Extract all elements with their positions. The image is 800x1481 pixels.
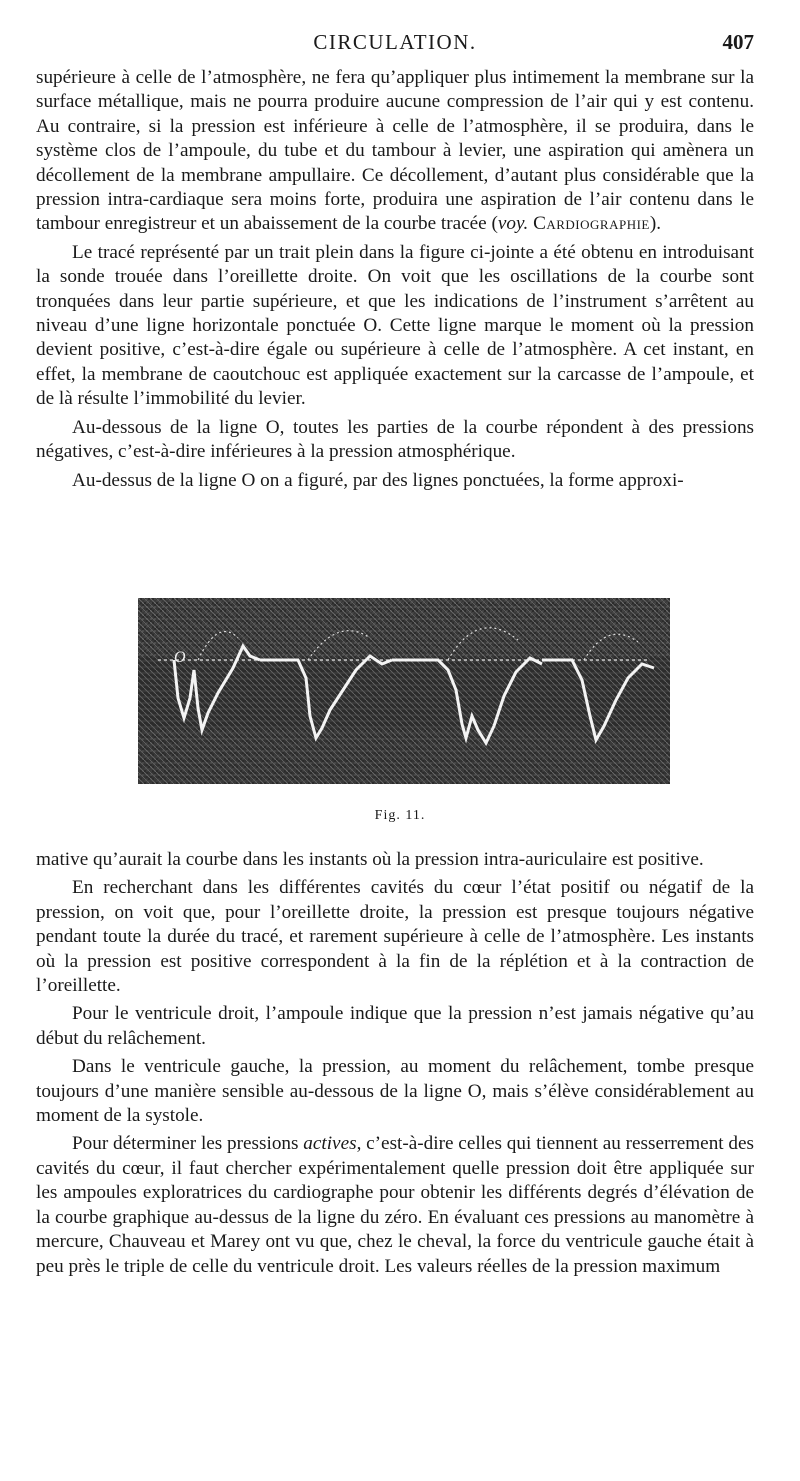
paragraph-1 bbox=[36, 66, 754, 237]
text-block-bottom bbox=[36, 848, 754, 1283]
text-block-top bbox=[36, 66, 754, 497]
paragraph-1-text: supérieure à celle de l’atmosphère, ne fera qu’appliquer plus intimement la membrane sur la surface métallique, mais ne pourra produire aucune compression de l’air qui y est contenu. Au contraire, si la pression est inférieure à celle de l’atmosphère, il se produira, dans le système clos de l’ampoule, du tube et du tambour à levier, une aspiration qui amènera un décollement de la membrane ampullaire. Ce décollement, d’autant plus considérable que la pression intra-cardiaque sera moins forte, produira une aspiration de l’air contenu dans le tambour enregistreur et un abaissement de la courbe tracée ( bbox=[36, 67, 754, 235]
paragraph-4: Au-dessus de la ligne O on a figuré, par des lignes ponctuées, la forme approxi- bbox=[72, 469, 684, 491]
page-number: 407 bbox=[722, 30, 754, 54]
paragraph-3: Au-dessous de la ligne O, toutes les parties de la courbe répondent à des pressions négatives, c’est-à-dire inférieures à la pression atmosphérique. bbox=[36, 416, 754, 463]
paragraph-8-text-b: , c’est-à-dire celles qui tiennent au resserrement des cavités du cœur, il faut chercher expérimentalement quelle pression doit être appliquée sur les ampoules exploratrices du cardiographe pour obtenir les différents degrés d’élévation de la courbe graphique au-dessus de la ligne du zéro. En évaluant ces pressions au manomètre à mercure, Chauveau et Marey ont vu que, chez le cheval, la force du ventricule gauche était à peu près le triple de celle du ventricule droit. Les valeurs réelles de la pression maximum bbox=[36, 1133, 754, 1277]
emphasis-actives: actives bbox=[303, 1133, 357, 1155]
paragraph-8-text-a: Pour déterminer les pressions bbox=[72, 1133, 304, 1155]
paragraph-8 bbox=[36, 1132, 754, 1278]
page-header bbox=[36, 30, 754, 60]
paragraph-1-end: ). bbox=[649, 213, 662, 235]
cross-reference: Cardiographie bbox=[533, 213, 650, 235]
paragraph-2: Le tracé représenté par un trait plein dans la figure ci-jointe a été obtenu en introduisant la sonde trouée dans l’oreillette droite. On voit que les oscillations de la courbe sont tronquées dans leur partie supérieure, et que les indications de l’instrument s’arrêtent au niveau d’une ligne horizontale ponctuée O. Cette ligne marque le moment où la pression devient positive, c’est-à-dire égale ou supérieure à celle de l’atmosphère. A cet instant, en effet, la membrane de caoutchouc est appliquée exactement sur la carcasse de l’ampoule, et de là résulte l’immobilité du levier. bbox=[36, 241, 754, 410]
paragraph-6: Pour le ventricule droit, l’ampoule indique que la pression n’est jamais négative qu’au début du relâchement. bbox=[36, 1003, 754, 1049]
paragraph-7: Dans le ventricule gauche, la pression, au moment du relâchement, tombe presque toujours d’une manière sensible au-dessous de la ligne O, mais s’élève considérablement au moment de la systole. bbox=[36, 1056, 754, 1127]
figure-caption: Fig. 11. bbox=[374, 808, 426, 823]
paragraph-4-continued: mative qu’aurait la courbe dans les instants où la pression intra-auriculaire est positive. bbox=[36, 849, 704, 870]
running-title: CIRCULATION. bbox=[313, 30, 477, 54]
paragraph-5: En recherchant dans les différentes cavités du cœur l’état positif ou négatif de la pression, on voit que, pour l’oreillette droite, la pression est presque toujours négative pendant toute la durée du tracé, et rarement supérieure à celle de l’atmosphère. Les instants où la pression est positive correspondent à la fin de la réplétion et à la contraction de l’oreillette. bbox=[36, 877, 754, 997]
tracing-image bbox=[138, 598, 670, 784]
lower-grain bbox=[138, 728, 670, 784]
figure-11-pressure-tracing bbox=[138, 598, 670, 784]
upper-grain bbox=[138, 598, 670, 658]
voy-abbrev: voy. bbox=[497, 213, 529, 235]
baseline-label: O bbox=[174, 649, 186, 666]
